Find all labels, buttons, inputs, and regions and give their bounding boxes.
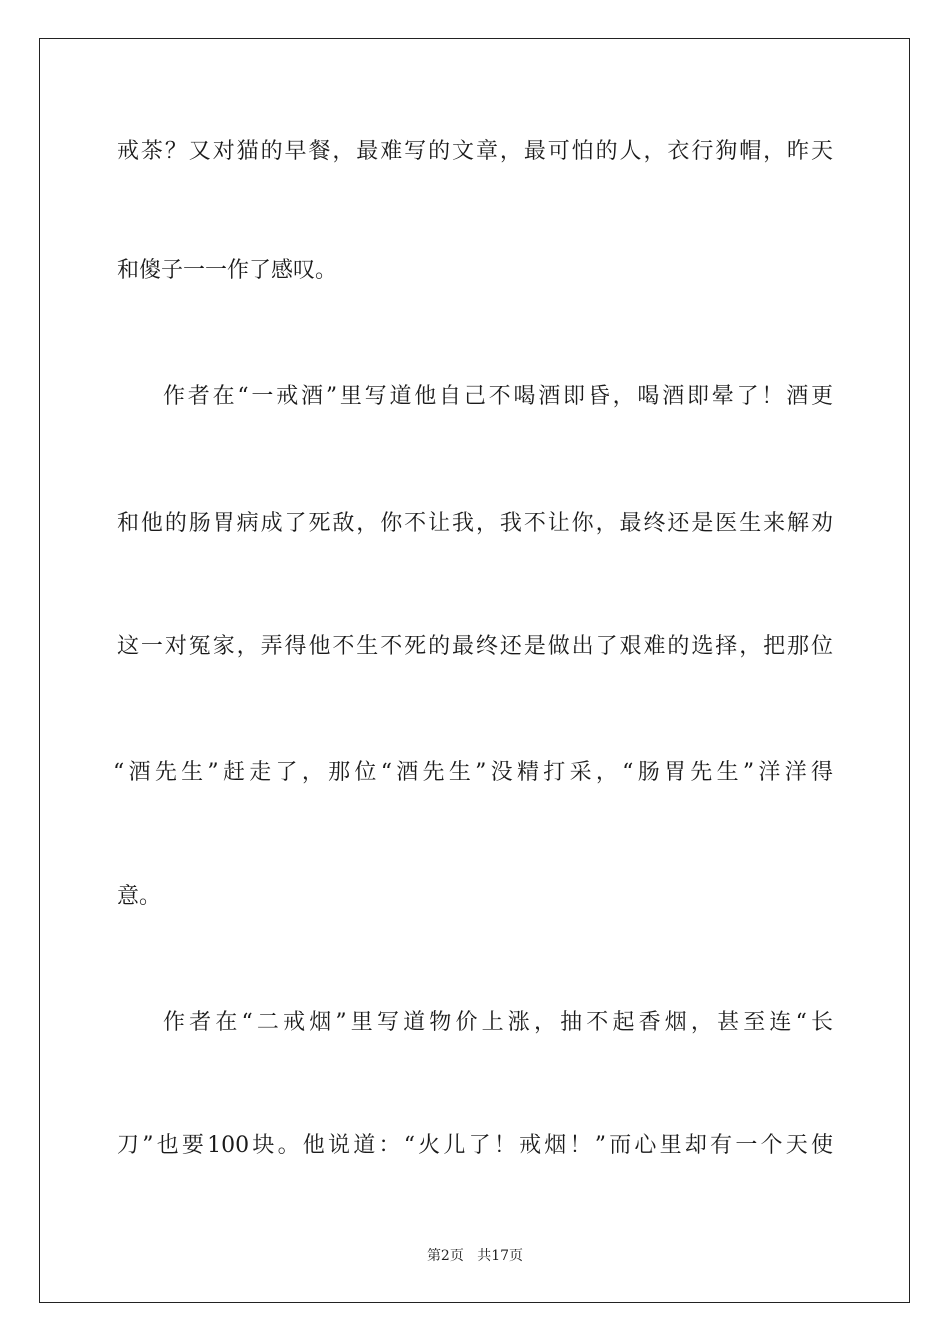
text-line: 刀”也要100块。他说道：“火儿了！戒烟！”而心里却有一个天使 [117, 1133, 833, 1158]
page-total: 共17页 [477, 1248, 524, 1264]
text-line: “酒先生”赶走了，那位“酒先生”没精打采，“肠胃先生”洋洋得 [113, 760, 833, 785]
paragraph-first-line: 作者在“二戒烟”里写道物价上涨，抽不起香烟，甚至连“长 [163, 1010, 833, 1035]
text-line: 和傻子一一作了感叹。 [117, 258, 338, 283]
text-line: 意。 [117, 884, 162, 909]
text-line: 和他的肠胃病成了死敌，你不让我，我不让你，最终还是医生来解劝 [117, 511, 833, 536]
page-border [39, 38, 910, 1303]
page-footer [0, 1246, 950, 1266]
text-line: 这一对冤家，弄得他不生不死的最终还是做出了艰难的选择，把那位 [117, 634, 833, 659]
page-number: 第2页 [426, 1248, 464, 1264]
paragraph-first-line: 作者在“一戒酒”里写道他自己不喝酒即昏，喝酒即晕了！酒更 [163, 384, 833, 409]
text-line: 戒茶？又对猫的早餐，最难写的文章，最可怕的人，衣行狗帽，昨天 [117, 139, 833, 164]
